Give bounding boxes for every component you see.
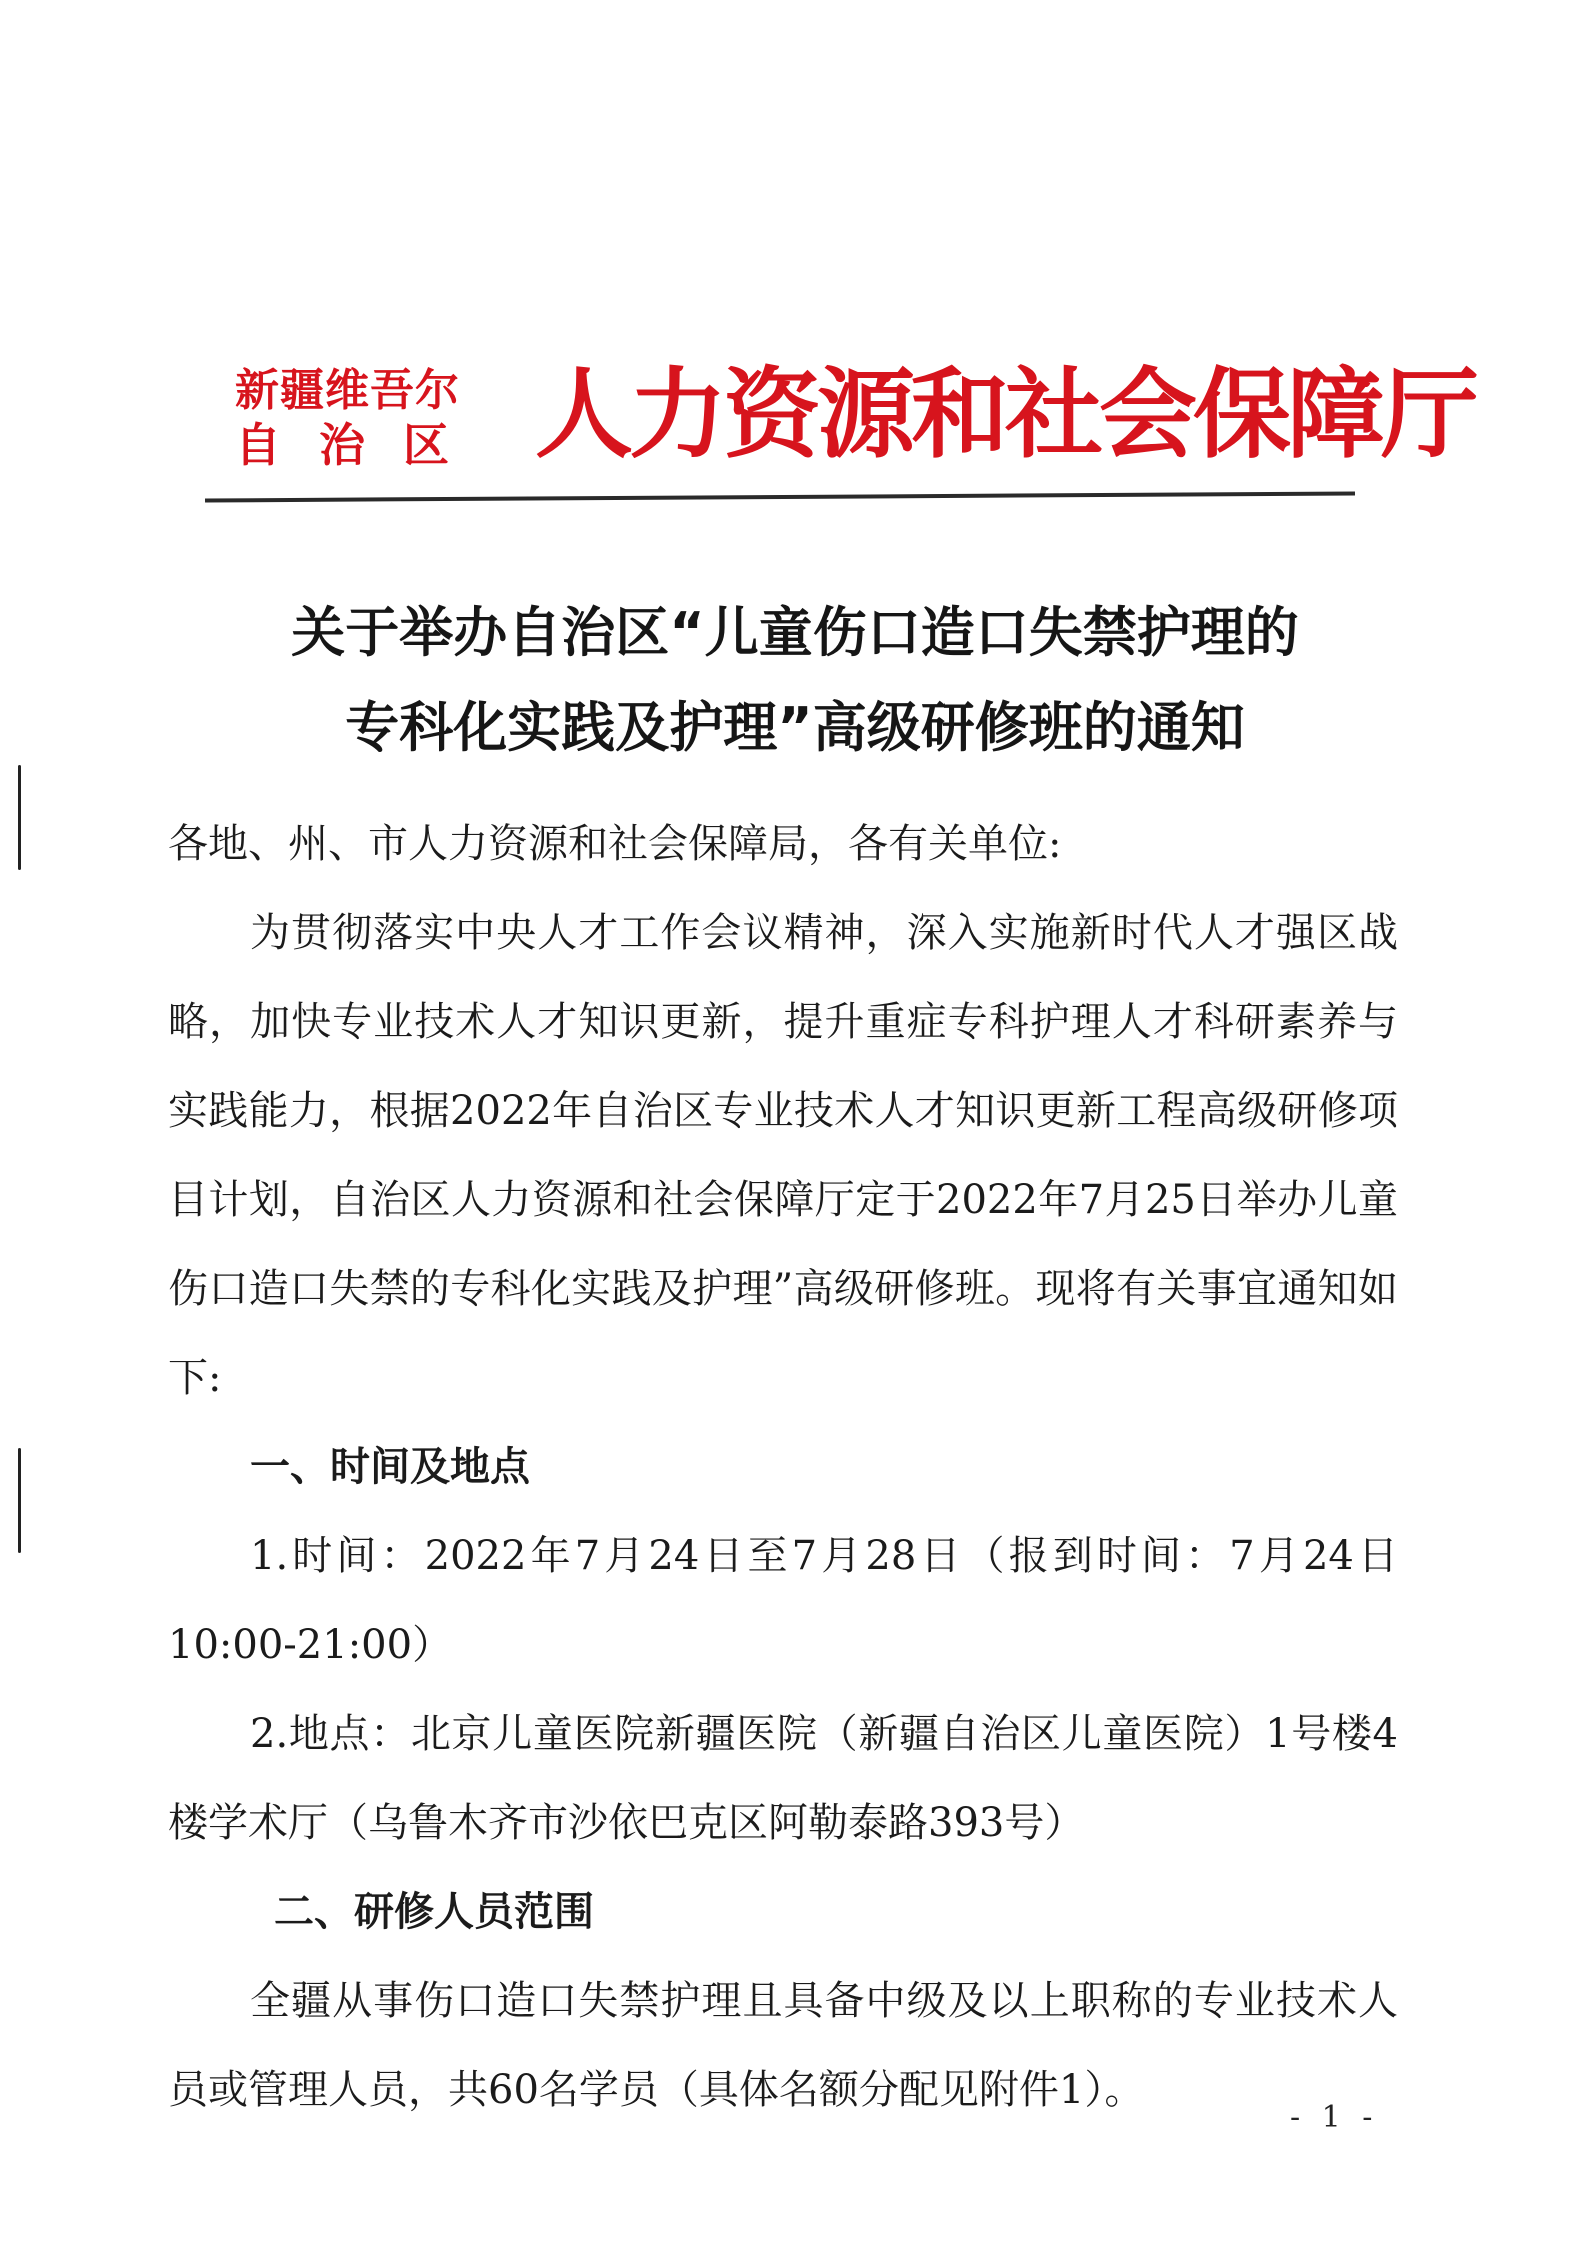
title-line1: 关于举办自治区“儿童伤口造口失禁护理的 (291, 601, 1299, 664)
letterhead-region-line2: 自治区 (235, 418, 487, 472)
location-paragraph: 2.地点：北京儿童医院新疆医院（新疆自治区儿童医院）1号楼4楼学术厅（乌鲁木齐市沙依巴克区阿勒泰路393号） (168, 1711, 1398, 1846)
scope-paragraph: 全疆从事伤口造口失禁护理且具备中级及以上职称的专业技术人员或管理人员，共60名学员（具体名额分配见附件1）。 (168, 1978, 1398, 2113)
page-number: - 1 - (1290, 2100, 1379, 2135)
document-body (168, 800, 1398, 2135)
document-title (180, 585, 1410, 775)
intro-paragraph: 为贯彻落实中央人才工作会议精神，深入实施新时代人才强区战略，加快专业技术人才知识更新，提升重症专科护理人才科研素养与实践能力，根据2022年自治区专业技术人才知识更新工程高级研修项目计划，自治区人力资源和社会保障厅定于2022年7月25日举办儿童伤口造口失禁的专科化实践及护理”高级研修班。现将有关事宜通知如下: (168, 910, 1398, 1401)
title-line2: 专科化实践及护理”高级研修班的通知 (345, 696, 1245, 759)
binding-mark (18, 1448, 21, 1553)
salutation: 各地、州、市人力资源和社会保障局，各有关单位: (168, 821, 1062, 867)
binding-mark (18, 765, 21, 870)
letterhead-department: 人力资源和社会保障厅 (535, 358, 1476, 472)
time-paragraph: 1.时间：2022年7月24日至7月28日（报到时间：7月24日 10:00-21:00） (168, 1533, 1398, 1668)
letterhead (235, 355, 1476, 495)
letterhead-region (235, 365, 515, 473)
letterhead-region-line1: 新疆维吾尔 (235, 365, 460, 416)
section1-heading: 一、时间及地点 (250, 1444, 530, 1490)
section2-heading: 二、研修人员范围 (274, 1889, 594, 1935)
